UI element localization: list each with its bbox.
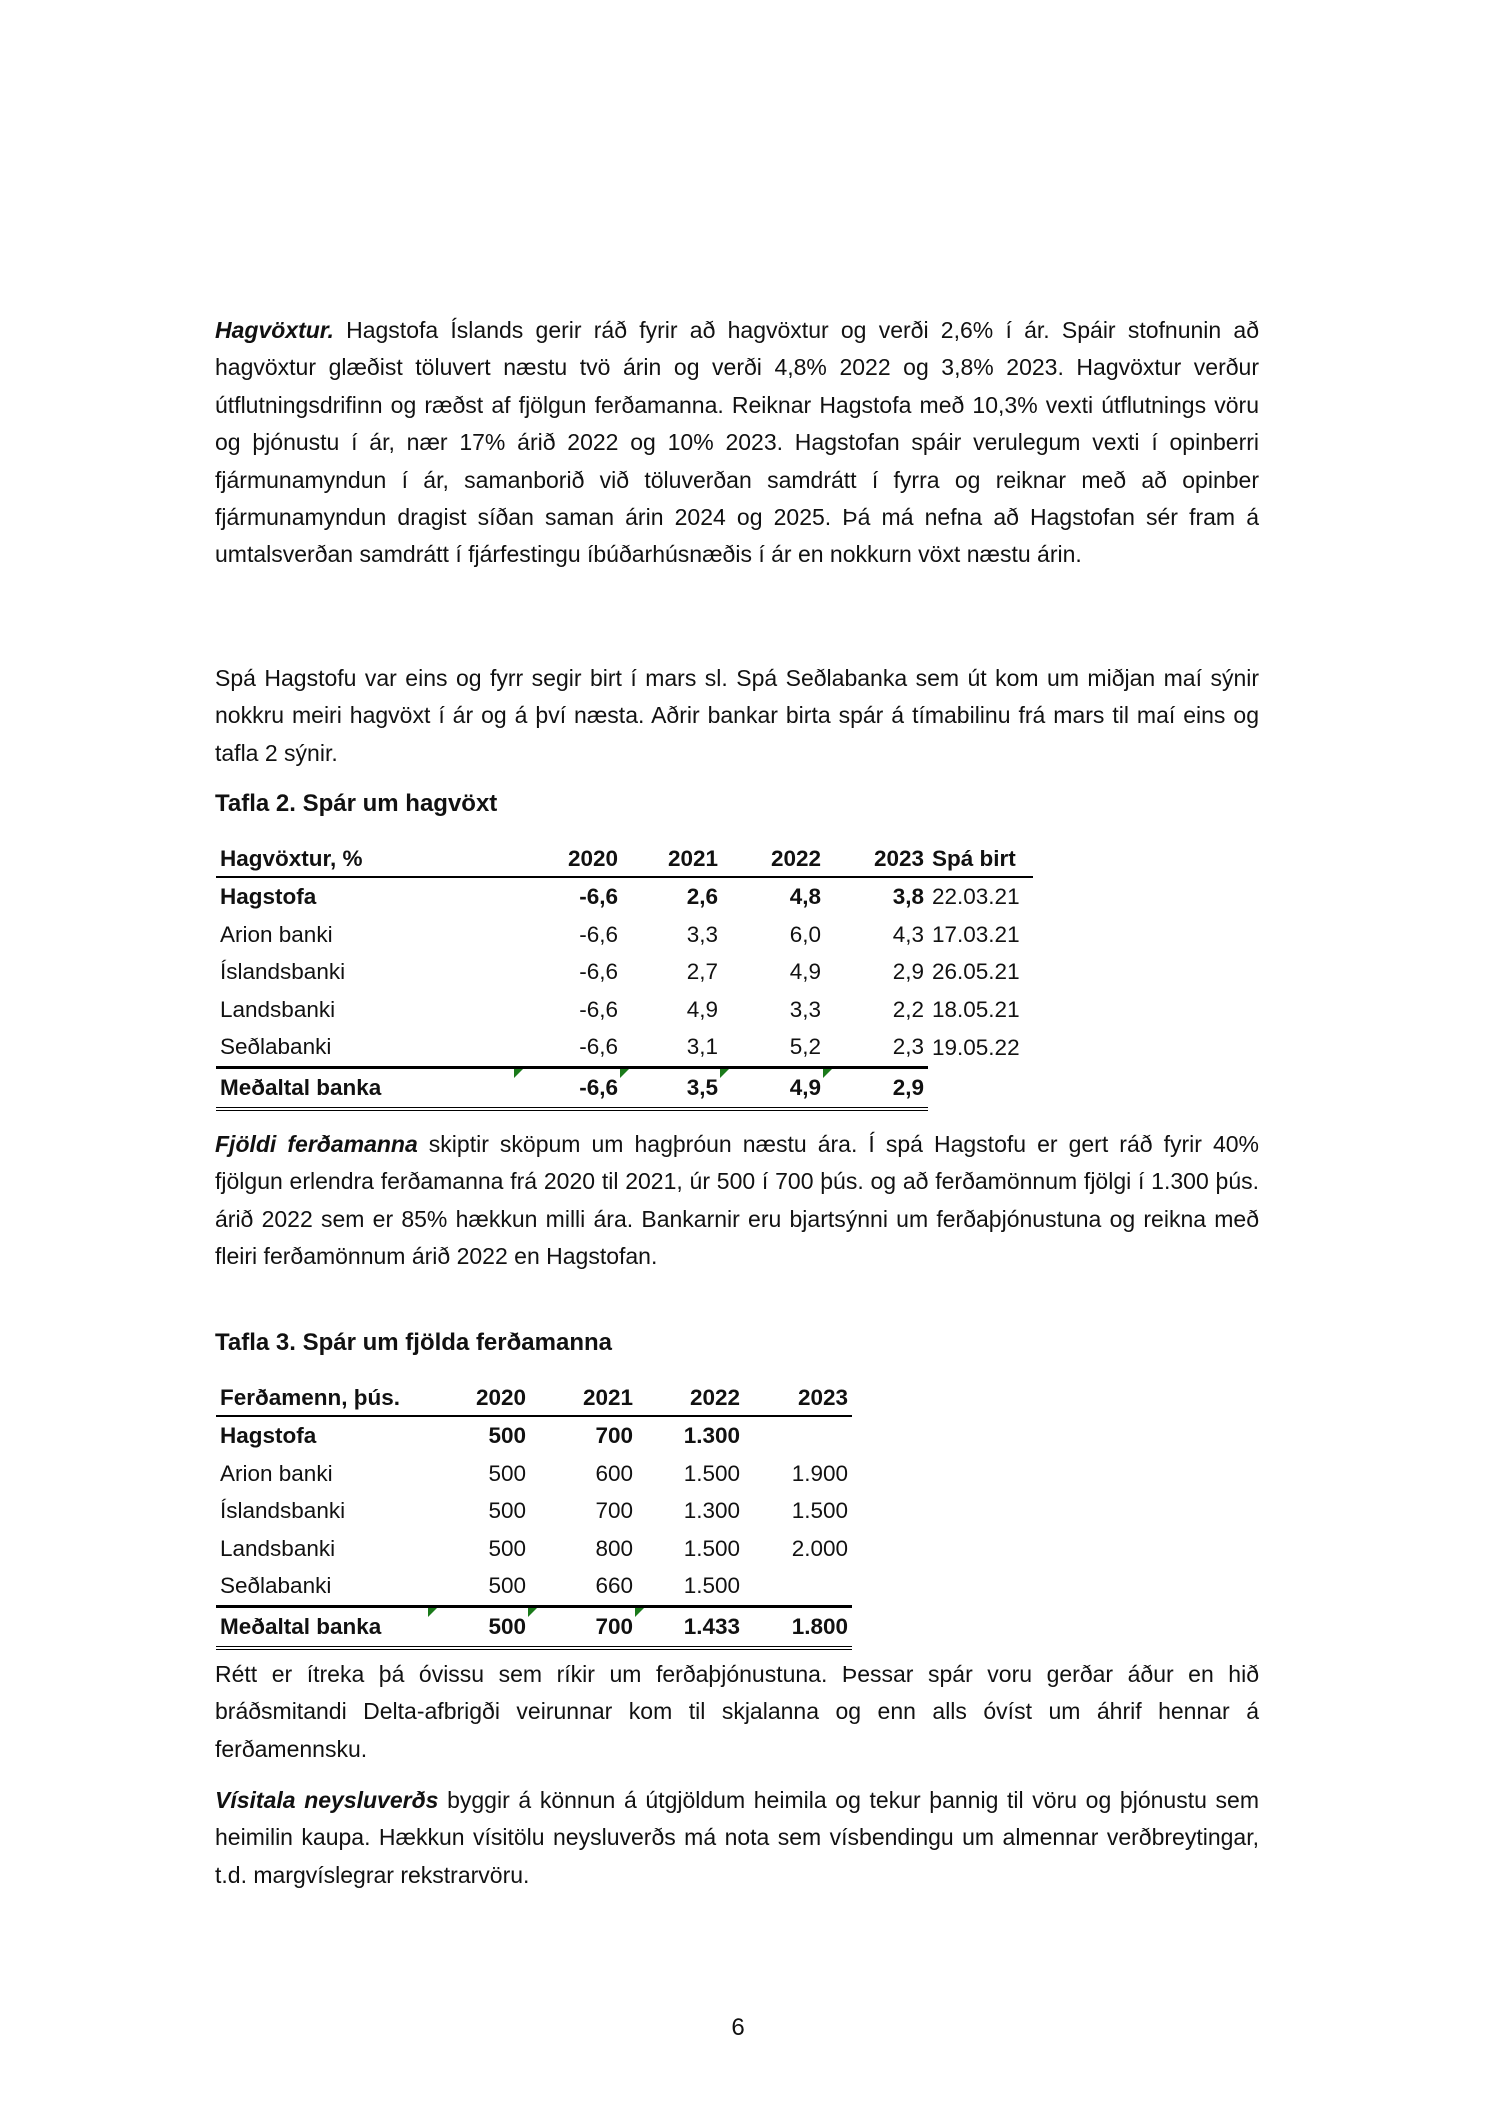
table2-caption: Tafla 2. Spár um hagvöxt [215, 790, 498, 817]
cell: -6,6 [579, 1034, 618, 1060]
lead-term: Fjöldi ferðamanna [215, 1131, 418, 1157]
col-header: Hagvöxtur, % [216, 842, 516, 877]
cell: 1.500 [791, 1498, 848, 1524]
paragraph-text: byggir á könnun á útgjöldum heimila og tekur þannig til vöru og þjónustu sem heimilin kaupa. Hækkun vísitölu neysluverðs má nota sem vísbendingu um almennar verðbreytingar, t.d. margvíslegrar rekstrarvöru. [215, 1787, 1259, 1888]
col-header: 2020 [430, 1381, 530, 1416]
paragraph-text: Rétt er ítreka þá óvissu sem ríkir um ferðaþjónustuna. Þessar spár voru gerðar áður en hið bráðsmitandi Delta-afbrigði veirunnar kom til skjalanna og enn alls óvíst um áhrif hennar á ferðamennsku. [215, 1661, 1259, 1762]
cell: 700 [530, 1606, 637, 1647]
cell: Hagstofa [220, 884, 317, 909]
cell: -6,6 [579, 996, 618, 1022]
comment-marker-icon [528, 1608, 537, 1617]
col-header: 2021 [622, 842, 722, 877]
cell: 700 [595, 1498, 633, 1524]
cell: 2,9 [892, 959, 924, 985]
cell: Seðlabanki [220, 1573, 332, 1599]
cell: Íslandsbanki [220, 1498, 346, 1524]
cell: 600 [595, 1460, 633, 1486]
table-average-row [216, 1067, 1033, 1108]
cell: Íslandsbanki [220, 959, 346, 985]
cell: Landsbanki [220, 996, 336, 1022]
cell: 700 [595, 1423, 633, 1448]
table3-caption: Tafla 3. Spár um fjölda ferðamanna [215, 1329, 612, 1356]
table-row [216, 1028, 1033, 1067]
comment-marker-icon [720, 1069, 729, 1078]
cell: 500 [488, 1423, 526, 1448]
cell: 500 [430, 1606, 530, 1647]
cell: 1.500 [683, 1535, 740, 1561]
col-header: 2021 [530, 1381, 637, 1416]
cell: 5,2 [789, 1034, 821, 1060]
cell: 1.800 [744, 1606, 852, 1647]
table-row [216, 877, 1033, 916]
cell: -6,6 [516, 1067, 622, 1108]
page-number: 6 [731, 2014, 745, 2041]
cell: 800 [595, 1535, 633, 1561]
cell: 3,5 [622, 1067, 722, 1108]
cell: Arion banki [220, 921, 333, 947]
cell: 3,3 [789, 996, 821, 1022]
cell: 2,7 [686, 959, 718, 985]
cell: Meðaltal banka [216, 1067, 516, 1108]
cell: 2.000 [791, 1535, 848, 1561]
cell: Arion banki [220, 1460, 333, 1486]
cell: 2,2 [892, 996, 924, 1022]
cell: 660 [595, 1573, 633, 1599]
table-ferdamenn [216, 1381, 852, 1650]
cell: 2,9 [825, 1067, 928, 1108]
paragraph-ovissa [215, 1656, 1259, 1768]
cell: 22.03.21 [932, 884, 1020, 909]
col-header: Ferðamenn, þús. [216, 1381, 430, 1416]
cell: 1.900 [791, 1460, 848, 1486]
cell: 19.05.22 [932, 1035, 1020, 1061]
comment-marker-icon [635, 1608, 644, 1617]
empty-cell [928, 1067, 1033, 1108]
paragraph-visitala [215, 1782, 1259, 1894]
table-header-row [216, 1381, 852, 1416]
table-header-row [216, 842, 1033, 877]
col-header: 2020 [516, 842, 622, 877]
paragraph-ferdamenn [215, 1126, 1259, 1276]
cell: Landsbanki [220, 1535, 336, 1561]
cell: Meðaltal banka [216, 1606, 430, 1647]
col-header: 2022 [722, 842, 825, 877]
table-hagvoxtur [216, 842, 1033, 1111]
table-row [216, 1567, 852, 1606]
cell: 1.433 [637, 1606, 744, 1647]
cell: 6,0 [789, 921, 821, 947]
cell: 4,8 [789, 884, 821, 909]
table-row [216, 1530, 852, 1568]
col-header: 2022 [637, 1381, 744, 1416]
lead-term: Hagvöxtur. [215, 317, 334, 343]
cell: 4,9 [722, 1067, 825, 1108]
comment-marker-icon [514, 1069, 523, 1078]
cell: -6,6 [579, 921, 618, 947]
paragraph-text: skiptir sköpum um hagþróun næstu ára. Í spá Hagstofu er gert ráð fyrir 40% fjölgun erlendra ferðamanna frá 2020 til 2021, úr 500 í 700 þús. og að ferðamönnum fjölgi í 1.300 þús. árið 2022 sem er 85% hækkun milli ára. Bankarnir eru bjartsýnni um ferðaþjónustuna og reikna með fleiri ferðamönnum árið 2022 en Hagstofan. [215, 1131, 1259, 1270]
cell: 2,3 [892, 1034, 924, 1060]
comment-marker-icon [428, 1608, 437, 1617]
cell: 26.05.21 [932, 959, 1020, 985]
cell: 3,1 [686, 1034, 718, 1060]
cell [744, 1416, 852, 1455]
cell: 500 [488, 1573, 526, 1599]
table-row [216, 1455, 852, 1493]
cell [744, 1567, 852, 1606]
table-row [216, 1416, 852, 1455]
table-row [216, 991, 1033, 1029]
cell: 500 [488, 1460, 526, 1486]
table-row [216, 953, 1033, 991]
cell: 17.03.21 [932, 921, 1020, 947]
cell: Seðlabanki [220, 1034, 332, 1060]
col-header: 2023 [825, 842, 928, 877]
paragraph-spa-hagstofu [215, 660, 1259, 772]
cell: 4,9 [686, 996, 718, 1022]
cell: 4,9 [789, 959, 821, 985]
cell: 500 [488, 1498, 526, 1524]
table-row [216, 916, 1033, 954]
lead-term: Vísitala neysluverðs [215, 1787, 439, 1813]
cell: 3,8 [892, 884, 924, 909]
cell: 1.500 [683, 1573, 740, 1599]
comment-marker-icon [620, 1069, 629, 1078]
cell: 2,6 [686, 884, 718, 909]
cell: 1.500 [683, 1460, 740, 1486]
table-row [216, 1492, 852, 1530]
cell: 4,3 [892, 921, 924, 947]
comment-marker-icon [823, 1069, 832, 1078]
cell: -6,6 [579, 884, 618, 909]
col-header: Spá birt [928, 842, 1033, 877]
paragraph-text: Hagstofa Íslands gerir ráð fyrir að hagvöxtur og verði 2,6% í ár. Spáir stofnunin að hagvöxtur glæðist töluvert næstu tvö árin og verði 4,8% 2022 og 3,8% 2023. Hagvöxtur verður útflutningsdrifinn og ræðst af fjölgun ferðamanna. Reiknar Hagstofa með 10,3% vexti útflutnings vöru og þjónustu í ár, nær 17% árið 2022 og 10% 2023. Hagstofan spáir verulegum vexti í opinberri fjármunamyndun í ár, samanborið við töluverðan samdrátt í fyrra og reiknar með að opinber fjármunamyndun dragist síðan saman árin 2024 og 2025. Þá má nefna að Hagstofan sér fram á umtalsverðan samdrátt í fjárfestingu íbúðarhúsnæðis í ár en nokkurn vöxt næstu árin. [215, 317, 1259, 568]
paragraph-text: Spá Hagstofu var eins og fyrr segir birt í mars sl. Spá Seðlabanka sem út kom um miðjan maí sýnir nokkru meiri hagvöxt í ár og á því næsta. Aðrir bankar birta spár á tímabilinu frá mars til maí eins og tafla 2 sýnir. [215, 665, 1259, 766]
col-header: 2023 [744, 1381, 852, 1416]
cell: 18.05.21 [932, 996, 1020, 1022]
cell: 1.300 [683, 1423, 740, 1448]
cell: 3,3 [686, 921, 718, 947]
cell: 500 [488, 1535, 526, 1561]
table-average-row [216, 1606, 852, 1647]
cell: 1.300 [683, 1498, 740, 1524]
paragraph-hagvoxtur [215, 312, 1259, 574]
cell: -6,6 [579, 959, 618, 985]
cell: Hagstofa [220, 1423, 317, 1448]
